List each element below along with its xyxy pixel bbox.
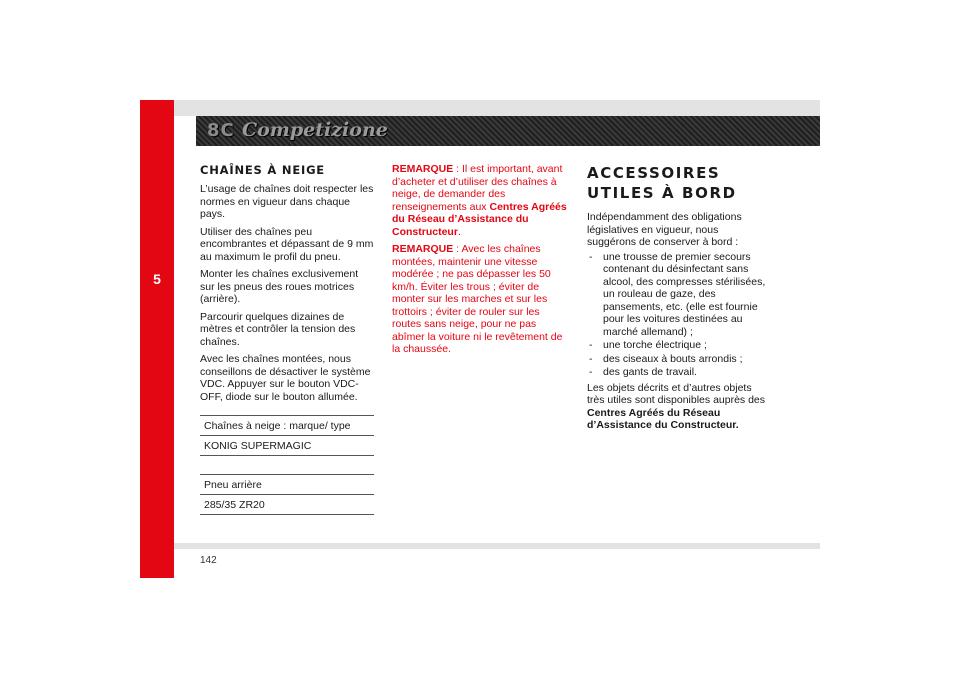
accessories-title: ACCESSOIRES UTILES À BORD: [587, 164, 737, 202]
chains-brand-label: Chaînes à neige : marque/ type: [200, 415, 374, 435]
list-item: - des gants de travail.: [587, 366, 769, 379]
snow-chains-title: CHAÎNES À NEIGE: [200, 163, 325, 177]
accessories-list: [587, 251, 769, 379]
dealer-network-name: Centres Agréés du Réseau d’Assistance du Constructeur.: [587, 406, 739, 431]
logo-script: Competizione: [242, 119, 388, 141]
list-item: - des ciseaux à bouts arrondis ;: [587, 353, 769, 366]
accessories-section: [587, 163, 769, 437]
snow-chains-paragraph: L’usage de chaînes doit respecter les normes en vigueur dans chaque pays.: [200, 183, 374, 220]
snow-chains-section: [200, 163, 374, 515]
rear-tyre-label: Pneu arrière: [200, 474, 374, 494]
remarks-section: [392, 163, 570, 361]
chapter-strip: [140, 100, 174, 578]
snow-chains-paragraph: Monter les chaînes exclusivement sur les pneus des roues motrices (arrière).: [200, 268, 359, 305]
accessories-outro: Les objets décrits et d’autres objets très utiles sont disponibles auprès des Centres Agréés du Réseau d’Assistance du Constructeur.: [587, 381, 766, 431]
remark-label: REMARQUE: [392, 243, 454, 255]
list-item: - une torche électrique ;: [587, 339, 769, 352]
logo-initials: 8C: [207, 120, 235, 141]
chains-spec-table: [200, 415, 374, 515]
list-item: - une trousse de premier secours contenant du désinfectant sans alcool, des compresses stérilisées, un rouleau de gaze, des pansements, etc. (elle est fournie pour les voitures destinées au marché allemand) ;: [587, 251, 769, 339]
page-number: 142: [200, 555, 217, 566]
chains-brand-value: KONIG SUPERMAGIC: [200, 435, 374, 456]
remark-speed-advice: REMARQUE : Il est important, avant d’acheter et d’utiliser des chaînes à neige, de demander des renseignements aux Centres Agréés du Réseau d’Assistance du Constructeur.: [392, 163, 567, 238]
remark-driving-advice: REMARQUE : Avec les chaînes montées, maintenir une vitesse modérée ; ne pas dépasser les 50 km/h. Éviter les trous ; éviter de monter sur les marches et sur les trottoirs ; éviter de rouler sur les routes sans neige, pour ne pas abîmer la voiture ni le revêtement de la chaussée.: [392, 243, 563, 355]
accessories-intro: Indépendamment des obligations législatives en vigueur, nous suggérons de conserver à bord :: [587, 211, 742, 248]
header-bar: [174, 100, 820, 116]
snow-chains-paragraph: Avec les chaînes montées, nous conseillons de désactiver le système VDC. Appuyer sur le bouton VDC-OFF, diode sur le bouton allumée.: [200, 353, 371, 403]
rear-tyre-value: 285/35 ZR20: [200, 494, 374, 515]
footer-bar: [174, 543, 820, 549]
remark-label: REMARQUE: [392, 163, 454, 175]
chapter-number: 5: [153, 271, 161, 287]
snow-chains-paragraph: Utiliser des chaînes peu encombrantes et dépassant de 9 mm au maximum le profil du pneu.: [200, 225, 374, 263]
logo-banner: [196, 116, 820, 146]
snow-chains-paragraph: Parcourir quelques dizaines de mètres et contrôler la tension des chaînes.: [200, 310, 356, 348]
dealer-network-name: Centres Agréés du Réseau d’Assistance du Constructeur: [392, 200, 567, 238]
